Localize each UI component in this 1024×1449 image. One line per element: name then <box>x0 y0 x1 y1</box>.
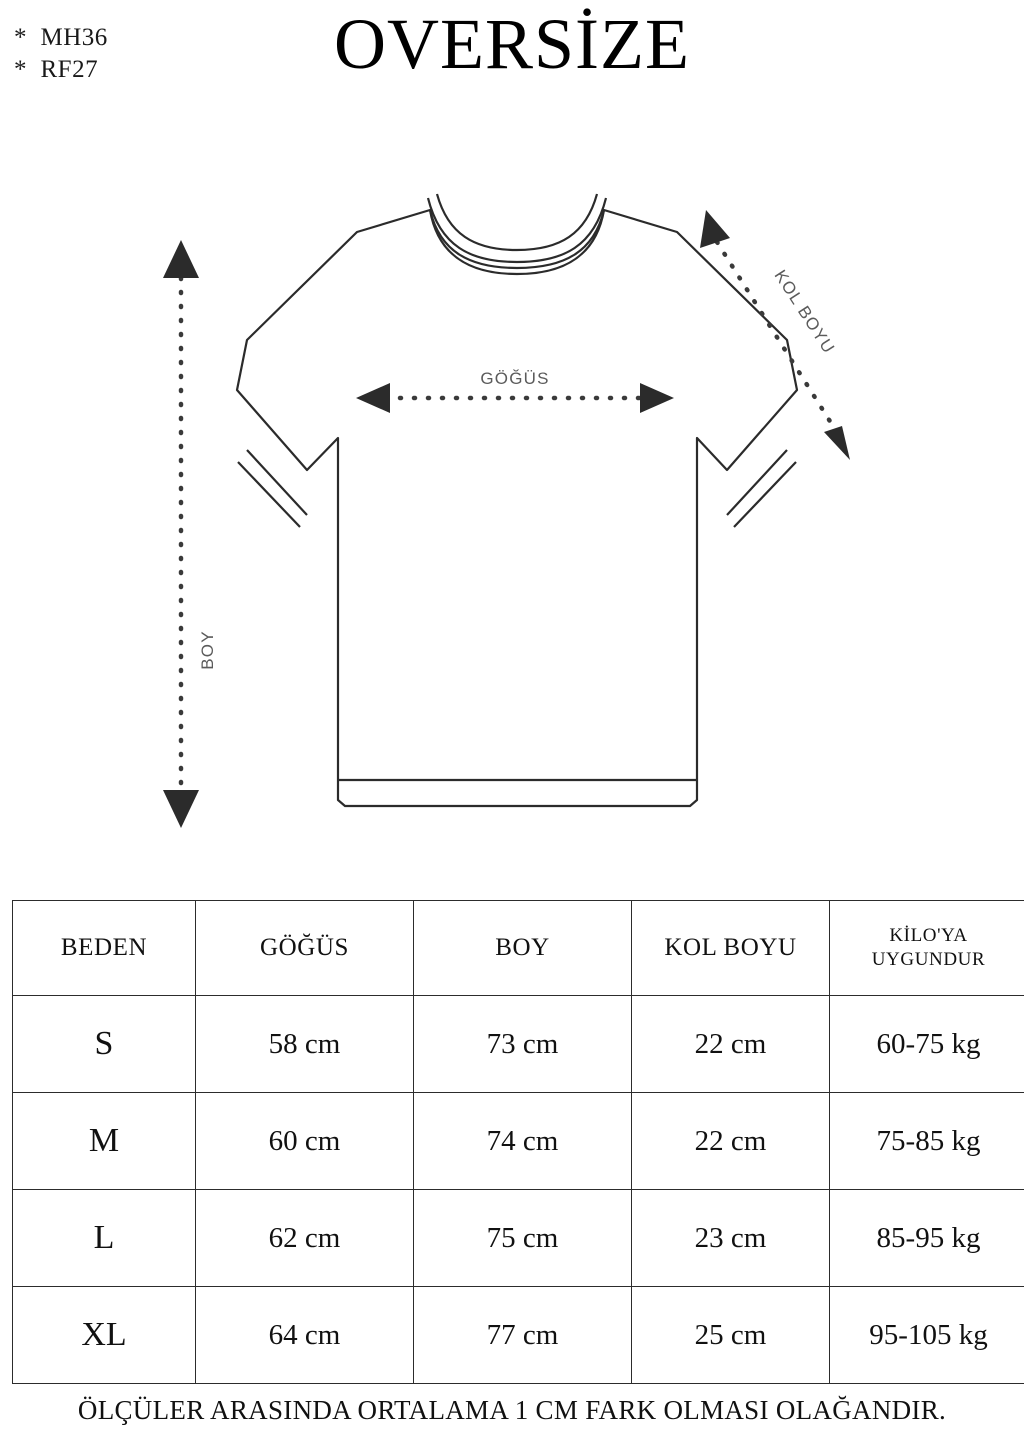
cell-gogus: 60 cm <box>196 1093 414 1190</box>
length-label: BOY <box>198 630 217 670</box>
table-row <box>13 1093 1024 1190</box>
cell-kilo: 85-95 kg <box>830 1190 1024 1287</box>
cell-beden: M <box>13 1093 196 1190</box>
footnote-text: ÖLÇÜLER ARASINDA ORTALAMA 1 CM FARK OLMASI OLAĞANDIR. <box>77 1395 947 1425</box>
cell-gogus: 62 cm <box>196 1190 414 1287</box>
cell-kol-boyu: 23 cm <box>632 1190 830 1287</box>
tshirt-outline-icon <box>237 194 797 806</box>
table-row <box>13 996 1024 1093</box>
sleeve-measure-arrow <box>700 210 850 460</box>
cell-kilo: 75-85 kg <box>830 1093 1024 1190</box>
cell-boy: 77 cm <box>414 1287 632 1384</box>
cell-boy: 73 cm <box>414 996 632 1093</box>
column-header-beden: BEDEN <box>13 901 196 996</box>
column-header-kilo-line1: KİLO'YA <box>889 925 968 947</box>
column-header-boy: BOY <box>414 901 632 996</box>
cell-beden: S <box>13 996 196 1093</box>
cell-kilo: 95-105 kg <box>830 1287 1024 1384</box>
column-header-kol-boyu: KOL BOYU <box>632 901 830 996</box>
size-table <box>12 900 1024 1384</box>
cell-kol-boyu: 22 cm <box>632 996 830 1093</box>
table-header-row <box>13 901 1024 996</box>
cell-kilo: 60-75 kg <box>830 996 1024 1093</box>
table-row <box>13 1287 1024 1384</box>
chest-label: GÖĞÜS <box>480 369 550 388</box>
column-header-gogus: GÖĞÜS <box>196 901 414 996</box>
cell-kol-boyu: 25 cm <box>632 1287 830 1384</box>
table-row <box>13 1190 1024 1287</box>
size-table-container <box>12 900 1012 1384</box>
cell-gogus: 58 cm <box>196 996 414 1093</box>
product-code-1: * MH36 <box>14 24 108 51</box>
cell-gogus: 64 cm <box>196 1287 414 1384</box>
length-measure-arrow <box>163 240 217 828</box>
column-header-kilo-line2: UYGUNDUR <box>871 949 986 970</box>
cell-beden: L <box>13 1190 196 1287</box>
chest-measure-arrow <box>356 369 674 413</box>
product-code-2: * RF27 <box>14 56 99 83</box>
cell-boy: 75 cm <box>414 1190 632 1287</box>
cell-beden: XL <box>13 1287 196 1384</box>
cell-boy: 74 cm <box>414 1093 632 1190</box>
sleeve-label: KOL BOYU <box>770 266 839 358</box>
cell-kol-boyu: 22 cm <box>632 1093 830 1190</box>
page-title: OVERSİZE <box>334 4 690 84</box>
column-header-kilo <box>830 901 1024 996</box>
tshirt-diagram <box>0 170 1024 870</box>
